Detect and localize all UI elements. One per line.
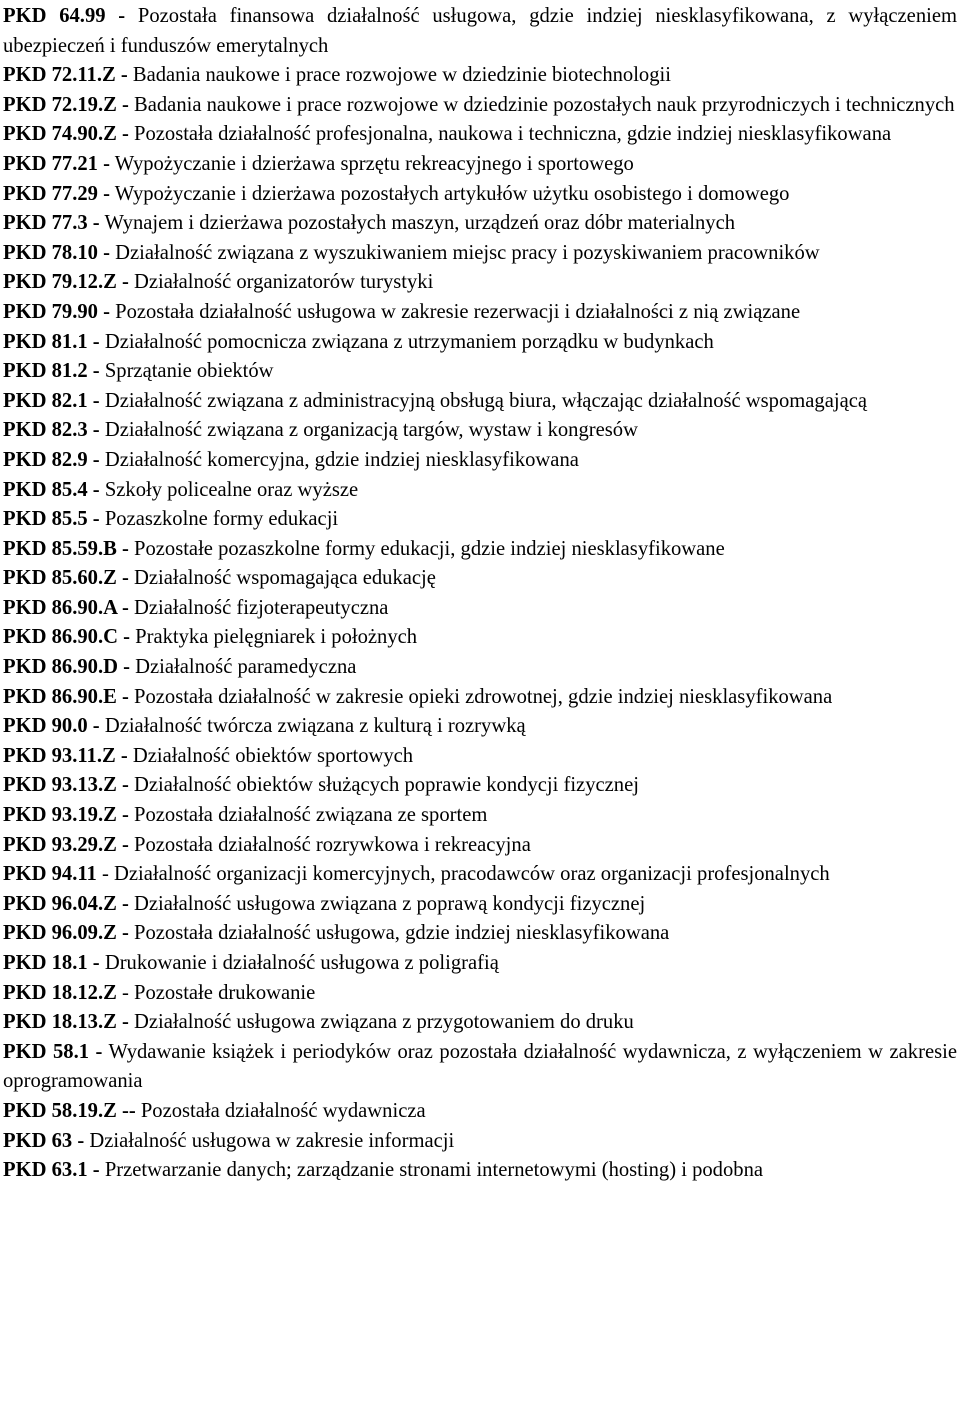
pkd-code: PKD 72.19.Z - <box>3 93 129 116</box>
pkd-description: Szkoły policealne oraz wyższe <box>99 478 359 501</box>
pkd-code: PKD 93.19.Z - <box>3 804 129 827</box>
pkd-entry <box>3 505 957 535</box>
pkd-description: Pozostała działalność usługowa w zakresie rezerwacji i działalności z nią związane <box>109 300 801 323</box>
pkd-code: PKD 79.12.Z - <box>3 271 129 294</box>
pkd-description: Pozostałe pozaszkolne formy edukacji, gdzie indziej niesklasyfikowane <box>128 537 725 560</box>
pkd-description: Działalność komercyjna, gdzie indziej niesklasyfikowana <box>99 448 579 471</box>
pkd-entry <box>3 328 957 358</box>
pkd-description: Wydawanie książek i periodyków oraz pozostała działalność wydawnicza, z wyłączeniem w zakresie oprogramowania <box>3 1040 957 1093</box>
pkd-entry <box>3 831 957 861</box>
pkd-entry <box>3 712 957 742</box>
pkd-code: PKD 18.13.Z - <box>3 1011 129 1034</box>
pkd-description: Wypożyczanie i dzierżawa pozostałych artykułów użytku osobistego i domowego <box>109 182 790 205</box>
pkd-code: PKD 86.90.E - <box>3 685 129 708</box>
pkd-code: PKD 58.1 - <box>3 1040 103 1063</box>
pkd-code: PKD 96.04.Z - <box>3 892 129 915</box>
pkd-entry <box>3 1008 957 1038</box>
pkd-entry <box>3 61 957 91</box>
pkd-entry <box>3 446 957 476</box>
pkd-code: PKD 64.99 - <box>3 5 126 27</box>
pkd-code: PKD 93.13.Z - <box>3 774 129 797</box>
pkd-entry <box>3 919 957 949</box>
pkd-code: PKD 93.11.Z - <box>3 744 128 767</box>
document-body <box>3 2 957 1186</box>
pkd-code: PKD 74.90.Z - <box>3 123 129 146</box>
pkd-entry <box>3 564 957 594</box>
pkd-entry <box>3 416 957 446</box>
pkd-entry <box>3 180 957 210</box>
pkd-code: PKD 82.1 - <box>3 389 100 412</box>
pkd-entry <box>3 801 957 831</box>
pkd-code: PKD 58.19.Z -- <box>3 1099 136 1122</box>
pkd-code: PKD 85.5 - <box>3 508 100 531</box>
pkd-entry <box>3 2 957 61</box>
pkd-entry <box>3 1156 957 1186</box>
pkd-description: Pozostała działalność rozrywkowa i rekreacyjna <box>128 833 531 856</box>
pkd-description: - Działalność organizacji komercyjnych, pracodawców oraz organizacji profesjonalnych <box>96 863 830 886</box>
pkd-entry <box>3 357 957 387</box>
pkd-entry <box>3 949 957 979</box>
pkd-description: Wynajem i dzierżawa pozostałych maszyn, urządzeń oraz dóbr materialnych <box>99 212 736 235</box>
pkd-code: PKD 63.1 - <box>3 1159 100 1182</box>
pkd-description: Pozostała działalność w zakresie opieki zdrowotnej, gdzie indziej niesklasyfikowana <box>128 685 833 708</box>
pkd-description: Wypożyczanie i dzierżawa sprzętu rekreacyjnego i sportowego <box>109 152 634 175</box>
pkd-entry <box>3 535 957 565</box>
pkd-code: PKD 81.2 - <box>3 360 100 383</box>
pkd-code: PKD 78.10 - <box>3 241 110 264</box>
pkd-entry <box>3 239 957 269</box>
pkd-description: Działalność organizatorów turystyki <box>128 271 434 294</box>
pkd-code: PKD 94.11 <box>3 863 97 886</box>
pkd-description: Działalność związana z organizacją targów, wystaw i kongresów <box>99 419 638 442</box>
pkd-description: Działalność wspomagająca edukację <box>128 567 436 590</box>
pkd-code: PKD 90.0 - <box>3 715 100 738</box>
pkd-code: PKD 85.60.Z - <box>3 567 129 590</box>
pkd-description: Działalność związana z wyszukiwaniem miejsc pracy i pozyskiwaniem pracowników <box>109 241 820 264</box>
pkd-code: PKD 72.11.Z - <box>3 64 128 87</box>
pkd-description: Pozostała działalność wydawnicza <box>135 1099 426 1122</box>
pkd-entry <box>3 890 957 920</box>
pkd-description: Działalność fizjoterapeutyczna <box>128 596 389 619</box>
pkd-entry <box>3 387 957 417</box>
pkd-entry <box>3 594 957 624</box>
pkd-description: Działalność usługowa w zakresie informacji <box>84 1129 455 1152</box>
pkd-entry <box>3 476 957 506</box>
pkd-entry <box>3 653 957 683</box>
pkd-entry <box>3 268 957 298</box>
pkd-code: PKD 85.59.B - <box>3 537 129 560</box>
pkd-code: PKD 93.29.Z - <box>3 833 129 856</box>
pkd-code: PKD 18.12.Z <box>3 981 117 1004</box>
pkd-code: PKD 86.90.A - <box>3 596 129 619</box>
pkd-entry <box>3 771 957 801</box>
pkd-code: PKD 85.4 - <box>3 478 100 501</box>
pkd-code: PKD 77.21 - <box>3 152 110 175</box>
pkd-entry <box>3 150 957 180</box>
pkd-entry <box>3 298 957 328</box>
pkd-description: Działalność związana z administracyjną obsługą biura, włączając działalność wspomagającą <box>99 389 868 412</box>
pkd-code: PKD 82.9 - <box>3 448 100 471</box>
pkd-entry <box>3 1097 957 1127</box>
pkd-entry <box>3 1038 957 1097</box>
pkd-description: Praktyka pielęgniarek i położnych <box>129 626 418 649</box>
pkd-description: Działalność paramedyczna <box>129 656 357 679</box>
pkd-code: PKD 81.1 - <box>3 330 100 353</box>
pkd-description: - Pozostałe drukowanie <box>116 981 316 1004</box>
pkd-code: PKD 63 - <box>3 1129 85 1152</box>
pkd-description: Pozostała działalność profesjonalna, naukowa i techniczna, gdzie indziej niesklasyfikowana <box>128 123 892 146</box>
pkd-entry <box>3 683 957 713</box>
pkd-entry <box>3 1127 957 1157</box>
pkd-code: PKD 79.90 - <box>3 300 110 323</box>
pkd-entry <box>3 120 957 150</box>
pkd-code: PKD 86.90.C - <box>3 626 130 649</box>
pkd-entry <box>3 860 957 890</box>
pkd-code: PKD 82.3 - <box>3 419 100 442</box>
pkd-code: PKD 96.09.Z - <box>3 922 129 945</box>
pkd-entry <box>3 742 957 772</box>
pkd-entry <box>3 623 957 653</box>
pkd-description: Badania naukowe i prace rozwojowe w dziedzinie biotechnologii <box>127 64 671 87</box>
pkd-code: PKD 77.3 - <box>3 212 100 235</box>
pkd-description: Badania naukowe i prace rozwojowe w dziedzinie pozostałych nauk przyrodniczych i technicznych <box>128 93 955 116</box>
pkd-code: PKD 86.90.D - <box>3 656 130 679</box>
pkd-entry <box>3 91 957 121</box>
pkd-code: PKD 77.29 - <box>3 182 110 205</box>
pkd-entry <box>3 209 957 239</box>
pkd-description: Pozostała działalność związana ze sportem <box>128 804 488 827</box>
pkd-description: Działalność usługowa związana z poprawą kondycji fizycznej <box>128 892 646 915</box>
pkd-description: Pozaszkolne formy edukacji <box>99 508 339 531</box>
pkd-description: Działalność usługowa związana z przygotowaniem do druku <box>128 1011 634 1034</box>
pkd-description: Działalność twórcza związana z kulturą i rozrywką <box>99 715 526 738</box>
pkd-description: Pozostała działalność usługowa, gdzie indziej niesklasyfikowana <box>128 922 670 945</box>
pkd-description: Działalność obiektów sportowych <box>127 744 414 767</box>
pkd-description: Pozostała finansowa działalność usługowa, gdzie indziej niesklasyfikowana, z wyłączeniem ubezpieczeń i funduszów emerytalnych <box>3 5 958 57</box>
pkd-description: Działalność obiektów służących poprawie kondycji fizycznej <box>128 774 639 797</box>
pkd-description: Przetwarzanie danych; zarządzanie stronami internetowymi (hosting) i podobna <box>99 1159 764 1182</box>
pkd-code: PKD 18.1 - <box>3 952 100 974</box>
pkd-description: Działalność pomocnicza związana z utrzymaniem porządku w budynkach <box>99 330 714 353</box>
pkd-entry <box>3 979 957 1009</box>
pkd-description: Drukowanie i działalność usługowa z poligrafią <box>99 952 499 974</box>
pkd-description: Sprzątanie obiektów <box>99 360 274 383</box>
